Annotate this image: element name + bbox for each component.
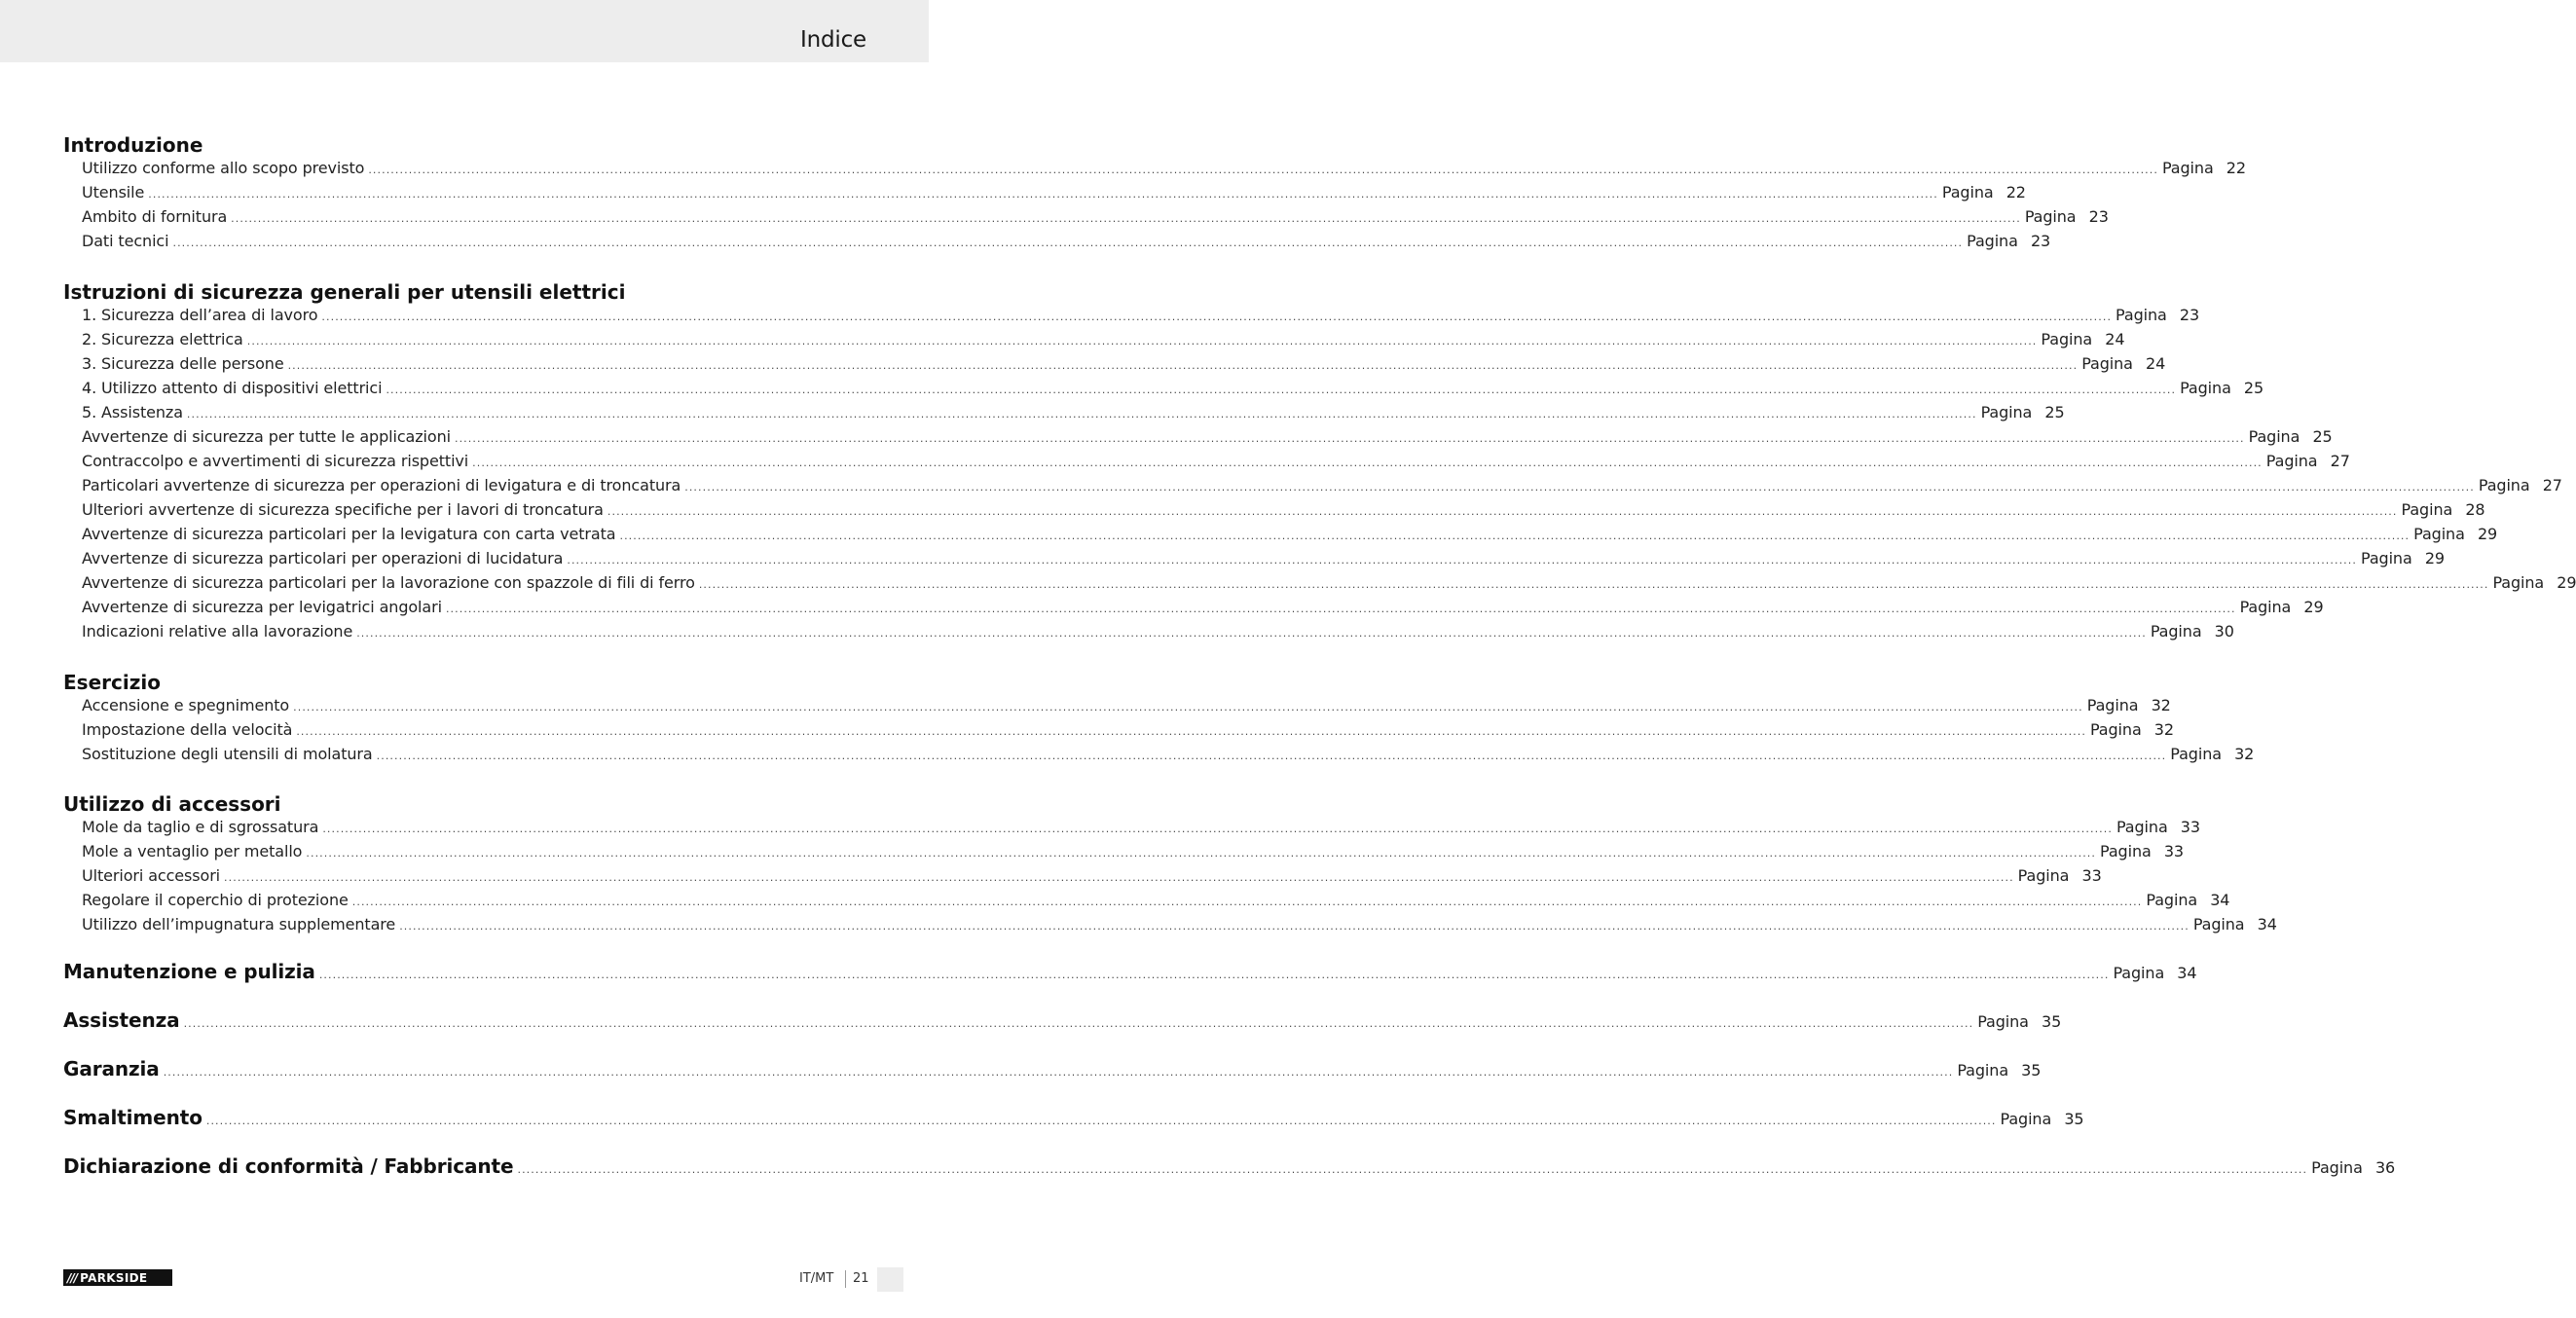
toc-entry-label: 4. Utilizzo attento di dispositivi elettrici bbox=[82, 379, 383, 397]
toc-page-number: 33 bbox=[2081, 866, 2102, 885]
toc-entry-label: Utensile bbox=[82, 183, 145, 201]
toc-entry bbox=[82, 573, 2576, 595]
toc-page-number: 28 bbox=[2465, 500, 2485, 519]
toc-entry-label: 2. Sicurezza elettrica bbox=[82, 330, 243, 348]
toc-page-word: Pagina bbox=[2017, 866, 2070, 885]
toc-entry-label: Dati tecnici bbox=[82, 232, 169, 250]
toc-page-number: 23 bbox=[2030, 232, 2051, 250]
toc-entry-label: Ulteriori avvertenze di sicurezza specifiche per i lavori di troncatura bbox=[82, 500, 604, 519]
footer-divider bbox=[845, 1270, 846, 1288]
toc-page-word: Pagina bbox=[2081, 354, 2133, 373]
toc-page-number: 30 bbox=[2214, 622, 2234, 641]
dot-leader: ................................................................................................................................................................................................................................................................................................................................................................................................................ bbox=[399, 920, 2190, 933]
toc-page-number: 34 bbox=[2257, 915, 2277, 934]
toc-entry bbox=[82, 818, 2200, 839]
toc-entry bbox=[82, 842, 2185, 863]
toc-entry bbox=[82, 720, 2174, 742]
toc-page-word: Pagina bbox=[2248, 427, 2300, 446]
toc-page-number: 25 bbox=[2044, 403, 2065, 421]
toc-entry-label: Utilizzo dell’impugnatura supplementare bbox=[82, 915, 396, 934]
dot-leader: ................................................................................................................................................................................................................................................................................................................................................................................................................ bbox=[163, 1066, 1954, 1079]
dot-leader: ................................................................................................................................................................................................................................................................................................................................................................................................................ bbox=[368, 164, 2158, 176]
toc-entry-label: Dichiarazione di conformità / Fabbricante bbox=[63, 1154, 514, 1178]
toc-page-word: Pagina bbox=[2192, 915, 2245, 934]
toc-entry bbox=[82, 745, 2255, 766]
toc-entry bbox=[82, 207, 2109, 229]
toc-entry-label: Smaltimento bbox=[63, 1106, 202, 1129]
toc-entry-label: Ulteriori accessori bbox=[82, 866, 221, 885]
toc-entry bbox=[82, 183, 2026, 204]
toc-page-number: 33 bbox=[2180, 818, 2200, 836]
toc-page-number: 27 bbox=[2330, 452, 2350, 470]
toc-entry-label: 3. Sicurezza delle persone bbox=[82, 354, 284, 373]
toc-entry bbox=[82, 354, 2166, 376]
dot-leader: ................................................................................................................................................................................................................................................................................................................................................................................................................ bbox=[376, 750, 2167, 762]
dot-leader: ................................................................................................................................................................................................................................................................................................................................................................................................................ bbox=[246, 335, 2038, 348]
section-heading: Istruzioni di sicurezza generali per utensili elettrici bbox=[63, 280, 626, 304]
footer-tab bbox=[877, 1267, 903, 1292]
toc-entry-label: Ambito di fornitura bbox=[82, 207, 228, 226]
dot-leader: ................................................................................................................................................................................................................................................................................................................................................................................................................ bbox=[356, 627, 2147, 640]
dot-leader: ................................................................................................................................................................................................................................................................................................................................................................................................................ bbox=[386, 384, 2177, 396]
section-heading: Introduzione bbox=[63, 133, 203, 157]
toc-entry-label: Utilizzo conforme allo scopo previsto bbox=[82, 159, 365, 177]
toc-page-word: Pagina bbox=[2170, 745, 2222, 763]
toc-page-word: Pagina bbox=[2089, 720, 2142, 739]
toc-entry-label: Mole a ventaglio per metallo bbox=[82, 842, 303, 860]
toc-entry-label: Accensione e spegnimento bbox=[82, 696, 290, 714]
toc-page-number: 24 bbox=[2146, 354, 2166, 373]
toc-entry bbox=[82, 622, 2234, 643]
toc-page-word: Pagina bbox=[1980, 403, 2033, 421]
toc-page-number: 34 bbox=[2210, 891, 2230, 909]
toc-page-word: Pagina bbox=[2239, 598, 2292, 616]
toc-page-word: Pagina bbox=[2000, 1110, 2052, 1128]
toc-entry-label: 1. Sicurezza dell’area di lavoro bbox=[82, 306, 318, 324]
toc-page-number: 33 bbox=[2163, 842, 2185, 860]
toc-major-entry bbox=[63, 1008, 2062, 1038]
toc-page-number: 25 bbox=[2312, 427, 2333, 446]
toc-entry-label: Avvertenze di sicurezza particolari per la lavorazione con spazzole di fili di ferro bbox=[82, 573, 695, 592]
toc-page-number: 32 bbox=[2153, 720, 2174, 739]
toc-page-number: 35 bbox=[2042, 1012, 2062, 1031]
toc-page-number: 35 bbox=[2064, 1110, 2084, 1128]
toc-page-word: Pagina bbox=[2413, 525, 2465, 543]
toc-page-number: 29 bbox=[2303, 598, 2324, 616]
toc-page-number: 34 bbox=[2177, 964, 2197, 982]
toc-entry bbox=[82, 306, 2200, 327]
dot-leader: ................................................................................................................................................................................................................................................................................................................................................................................................................ bbox=[619, 530, 2410, 542]
toc-page-number: 29 bbox=[2557, 573, 2576, 592]
toc-entry bbox=[82, 232, 2051, 253]
toc-page-word: Pagina bbox=[2492, 573, 2545, 592]
toc-page-number: 23 bbox=[2088, 207, 2109, 226]
dot-leader: ................................................................................................................................................................................................................................................................................................................................................................................................................ bbox=[607, 505, 2398, 518]
dot-leader: ................................................................................................................................................................................................................................................................................................................................................................................................................ bbox=[698, 578, 2489, 591]
toc-page-word: Pagina bbox=[1941, 183, 1994, 201]
dot-leader: ................................................................................................................................................................................................................................................................................................................................................................................................................ bbox=[148, 188, 1938, 201]
toc-entry-label: Indicazioni relative alla lavorazione bbox=[82, 622, 353, 641]
toc-page-number: 35 bbox=[2021, 1061, 2042, 1080]
dot-leader: ................................................................................................................................................................................................................................................................................................................................................................................................................ bbox=[293, 701, 2083, 714]
header-band bbox=[0, 0, 929, 62]
toc-entry bbox=[82, 549, 2445, 570]
dot-leader: ................................................................................................................................................................................................................................................................................................................................................................................................................ bbox=[205, 1115, 1997, 1127]
toc-page-word: Pagina bbox=[2180, 379, 2231, 397]
toc-page-number: 25 bbox=[2243, 379, 2264, 397]
section-heading: Esercizio bbox=[63, 671, 161, 694]
toc-major-entry bbox=[63, 960, 2197, 989]
toc-entry bbox=[82, 696, 2171, 717]
toc-entry bbox=[82, 427, 2333, 449]
dot-leader: ................................................................................................................................................................................................................................................................................................................................................................................................................ bbox=[567, 554, 2357, 567]
toc-page-word: Pagina bbox=[2024, 207, 2077, 226]
toc-page-word: Pagina bbox=[2265, 452, 2318, 470]
dot-leader: ................................................................................................................................................................................................................................................................................................................................................................................................................ bbox=[306, 847, 2097, 860]
toc-entry bbox=[82, 866, 2102, 888]
toc-entry-label: Avvertenze di sicurezza per tutte le applicazioni bbox=[82, 427, 451, 446]
dot-leader: ................................................................................................................................................................................................................................................................................................................................................................................................................ bbox=[351, 896, 2143, 908]
dot-leader: ................................................................................................................................................................................................................................................................................................................................................................................................................ bbox=[321, 311, 2113, 323]
toc-page-number: 23 bbox=[2179, 306, 2200, 324]
toc-page-number: 32 bbox=[2234, 745, 2255, 763]
toc-entry bbox=[82, 891, 2230, 912]
toc-entry-label: Avvertenze di sicurezza particolari per operazioni di lucidatura bbox=[82, 549, 564, 567]
dot-leader: ................................................................................................................................................................................................................................................................................................................................................................................................................ bbox=[231, 212, 2021, 225]
toc-entry-label: Avvertenze di sicurezza particolari per la levigatura con carta vetrata bbox=[82, 525, 616, 543]
toc-entry bbox=[82, 476, 2562, 497]
toc-page-word: Pagina bbox=[2086, 696, 2139, 714]
toc-entry-label: Particolari avvertenze di sicurezza per operazioni di levigatura e di troncatura bbox=[82, 476, 681, 494]
toc-page-word: Pagina bbox=[2146, 891, 2198, 909]
toc-page-word: Pagina bbox=[2311, 1158, 2363, 1177]
toc-entry bbox=[82, 500, 2485, 522]
toc-entry bbox=[82, 330, 2125, 351]
dot-leader: ................................................................................................................................................................................................................................................................................................................................................................................................................ bbox=[318, 969, 2110, 981]
toc-page-word: Pagina bbox=[1967, 232, 2018, 250]
toc-page-number: 22 bbox=[2006, 183, 2026, 201]
toc-major-entry bbox=[63, 1154, 2396, 1184]
dot-leader: ................................................................................................................................................................................................................................................................................................................................................................................................................ bbox=[172, 237, 1964, 249]
toc-page-word: Pagina bbox=[2041, 330, 2093, 348]
toc-entry-label: Avvertenze di sicurezza per levigatrici angolari bbox=[82, 598, 442, 616]
toc-entry-label: Contraccolpo e avvertimenti di sicurezza rispettivi bbox=[82, 452, 469, 470]
toc-page-word: Pagina bbox=[2478, 476, 2530, 494]
toc-page-word: Pagina bbox=[1977, 1012, 2029, 1031]
toc-entry bbox=[82, 159, 2246, 180]
dot-leader: ................................................................................................................................................................................................................................................................................................................................................................................................................ bbox=[517, 1163, 2308, 1176]
dot-leader: ................................................................................................................................................................................................................................................................................................................................................................................................................ bbox=[322, 823, 2113, 835]
toc-page-word: Pagina bbox=[2161, 159, 2214, 177]
toc-entry-label: Garanzia bbox=[63, 1057, 160, 1080]
toc-entry bbox=[82, 525, 2498, 546]
toc-page-number: 29 bbox=[2424, 549, 2445, 567]
toc-page-number: 29 bbox=[2477, 525, 2498, 543]
toc-page-word: Pagina bbox=[2113, 964, 2165, 982]
toc-page-number: 32 bbox=[2151, 696, 2171, 714]
dot-leader: ................................................................................................................................................................................................................................................................................................................................................................................................................ bbox=[684, 481, 2475, 494]
toc-page-word: Pagina bbox=[1957, 1061, 2009, 1080]
dot-leader: ................................................................................................................................................................................................................................................................................................................................................................................................................ bbox=[224, 871, 2014, 884]
dot-leader: ................................................................................................................................................................................................................................................................................................................................................................................................................ bbox=[445, 603, 2236, 615]
toc-page-number: 27 bbox=[2542, 476, 2562, 494]
toc-major-entry bbox=[63, 1106, 2084, 1135]
dot-leader: ................................................................................................................................................................................................................................................................................................................................................................................................................ bbox=[454, 432, 2245, 445]
toc-entry-label: Mole da taglio e di sgrossatura bbox=[82, 818, 319, 836]
dot-leader: ................................................................................................................................................................................................................................................................................................................................................................................................................ bbox=[287, 359, 2079, 372]
toc-entry-label: Regolare il coperchio di protezione bbox=[82, 891, 349, 909]
logo-text: PARKSIDE bbox=[80, 1270, 148, 1285]
parkside-logo bbox=[63, 1269, 172, 1286]
footer-locale: IT/MT bbox=[799, 1271, 834, 1286]
footer-page-number: 21 bbox=[853, 1271, 869, 1286]
toc-page-word: Pagina bbox=[2116, 306, 2167, 324]
toc-entry bbox=[82, 379, 2264, 400]
dot-leader: ................................................................................................................................................................................................................................................................................................................................................................................................................ bbox=[183, 1017, 1974, 1030]
toc-page-number: 24 bbox=[2105, 330, 2125, 348]
toc-page-word: Pagina bbox=[2150, 622, 2202, 641]
logo-stripes: /// bbox=[67, 1270, 78, 1285]
toc-entry-label: Assistenza bbox=[63, 1008, 180, 1032]
toc-entry-label: Sostituzione degli utensili di molatura bbox=[82, 745, 373, 763]
toc-page-word: Pagina bbox=[2401, 500, 2453, 519]
toc-entry-label: Impostazione della velocità bbox=[82, 720, 293, 739]
dot-leader: ................................................................................................................................................................................................................................................................................................................................................................................................................ bbox=[186, 408, 1977, 421]
toc-page-word: Pagina bbox=[2100, 842, 2152, 860]
page-title: Indice bbox=[800, 27, 866, 53]
toc-major-entry bbox=[63, 1057, 2042, 1086]
toc-page-word: Pagina bbox=[2360, 549, 2412, 567]
toc-entry bbox=[82, 452, 2350, 473]
toc-page-word: Pagina bbox=[2116, 818, 2168, 836]
toc-entry-label: Manutenzione e pulizia bbox=[63, 960, 315, 983]
toc-entry bbox=[82, 403, 2065, 424]
section-heading: Utilizzo di accessori bbox=[63, 792, 281, 816]
dot-leader: ................................................................................................................................................................................................................................................................................................................................................................................................................ bbox=[296, 725, 2086, 738]
toc-entry bbox=[82, 915, 2277, 936]
toc-entry-label: 5. Assistenza bbox=[82, 403, 183, 421]
toc-page-number: 22 bbox=[2226, 159, 2246, 177]
toc-entry bbox=[82, 598, 2324, 619]
toc-page-number: 36 bbox=[2374, 1158, 2396, 1177]
dot-leader: ................................................................................................................................................................................................................................................................................................................................................................................................................ bbox=[472, 457, 2263, 469]
